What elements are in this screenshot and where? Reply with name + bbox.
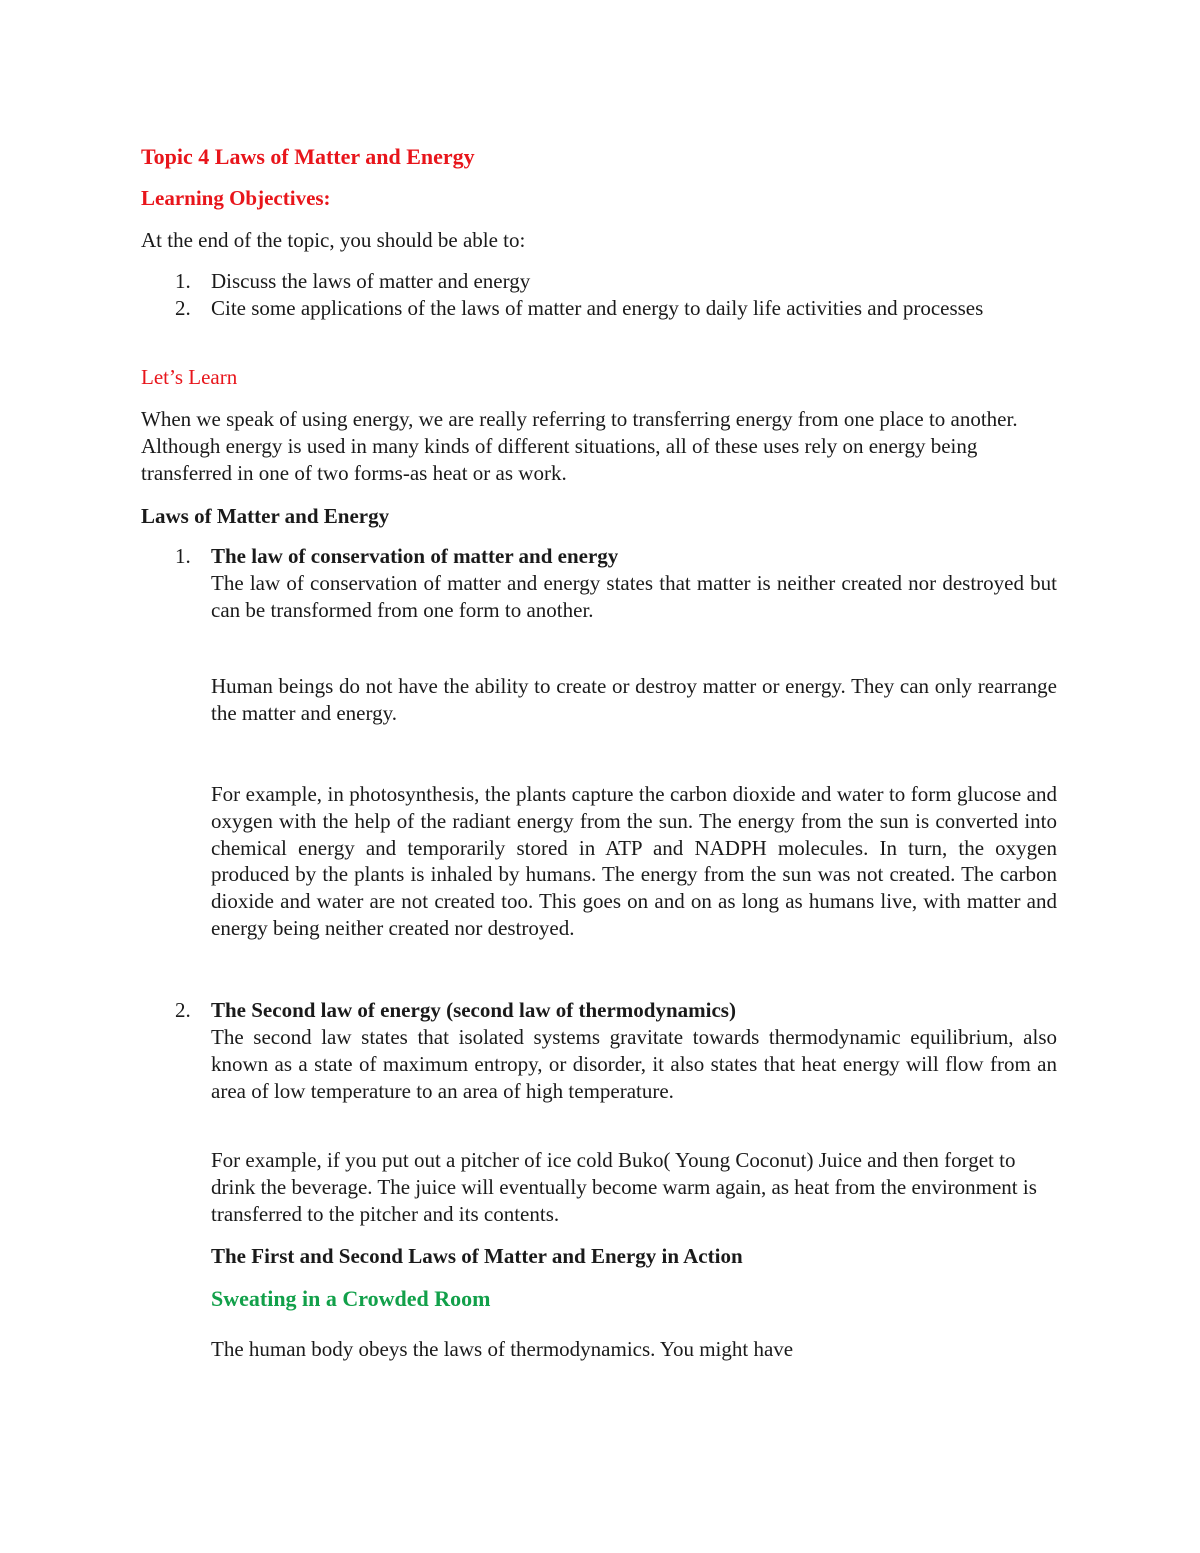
law-paragraph: For example, if you put out a pitcher of ice cold Buko( Young Coconut) Juice and then forget to drink the beverage. The juice will eventually become warm again, as heat from the environment is transferred to the pitcher and its contents.: [211, 1148, 1037, 1226]
laws-heading: Laws of Matter and Energy: [141, 504, 390, 528]
lets-learn-heading: Let’s Learn: [141, 365, 238, 389]
objective-number: 2.: [175, 296, 191, 320]
objective-number: 1.: [175, 269, 191, 293]
objective-item: Discuss the laws of matter and energy: [211, 269, 531, 293]
objective-item: Cite some applications of the laws of matter and energy to daily life activities and processes: [211, 296, 984, 320]
action-heading: The First and Second Laws of Matter and Energy in Action: [211, 1244, 743, 1268]
lets-learn-paragraph: When we speak of using energy, we are really referring to transferring energy from one place to another. Although energy is used in many kinds of different situations, all of these uses rely on energy being transferred in one of two forms-as heat or as work.: [141, 407, 1018, 485]
sweating-heading: Sweating in a Crowded Room: [211, 1286, 491, 1311]
law-paragraph: The second law states that isolated systems gravitate towards thermodynamic equilibrium, also known as a state of maximum entropy, or disorder, it also states that heat energy will flow from an area of low temperature to an area of high temperature.: [211, 1025, 1057, 1103]
law-paragraph: For example, in photosynthesis, the plants capture the carbon dioxide and water to form glucose and oxygen with the help of the radiant energy from the sun. The energy from the sun is converted into chemical energy and temporarily stored in ATP and NADPH molecules. In turn, the oxygen produced by the plants is inhaled by humans. The energy from the sun was not created. The carbon dioxide and water are not created too. This goes on and on as long as humans live, with matter and energy being neither created nor destroyed.: [211, 782, 1057, 940]
closing-line: The human body obeys the laws of thermodynamics. You might have: [211, 1337, 794, 1361]
intro-text: At the end of the topic, you should be able to:: [141, 228, 526, 252]
law-number: 1.: [175, 544, 191, 568]
law-paragraph: The law of conservation of matter and energy states that matter is neither created nor destroyed but can be transformed from one form to another.: [211, 571, 1057, 622]
law-heading: The law of conservation of matter and energy: [211, 544, 619, 568]
law-paragraph: Human beings do not have the ability to create or destroy matter or energy. They can only rearrange the matter and energy.: [211, 674, 1057, 725]
objectives-heading: Learning Objectives:: [141, 186, 331, 210]
law-number: 2.: [175, 998, 191, 1022]
law-heading: The Second law of energy (second law of thermodynamics): [211, 998, 736, 1022]
topic-title: Topic 4 Laws of Matter and Energy: [141, 144, 475, 169]
